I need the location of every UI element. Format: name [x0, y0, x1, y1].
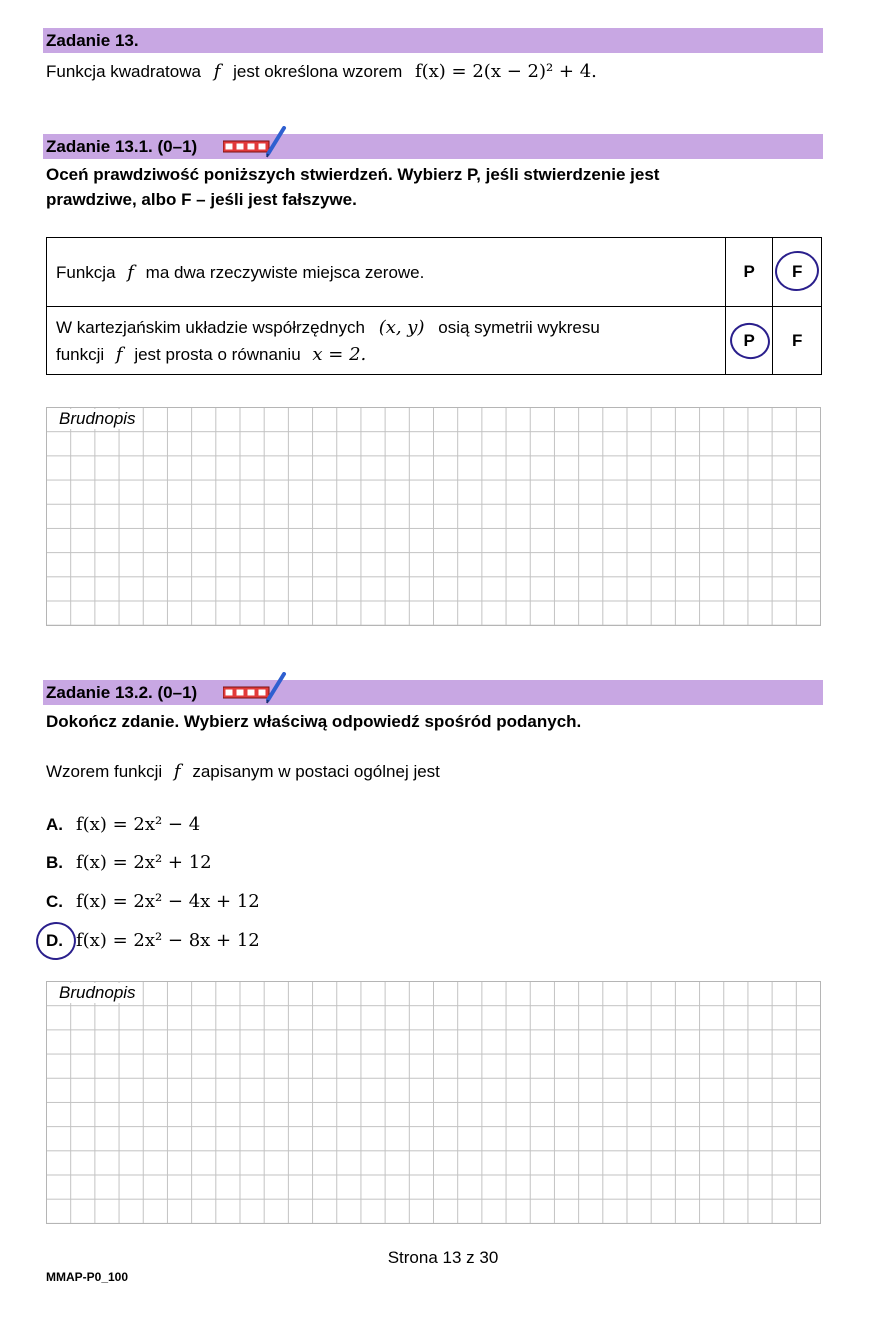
statement-2-text-d: jest prosta o równaniu [134, 344, 301, 364]
option-p-label: P [743, 262, 755, 281]
answer-option-a[interactable] [46, 810, 200, 840]
task13-intro-f: f [213, 61, 221, 82]
option-f-row-2[interactable] [773, 307, 822, 375]
answer-option-b[interactable] [46, 848, 212, 878]
statement-2-line2 [56, 341, 725, 368]
answer-option-d[interactable] [46, 926, 260, 956]
task13-title: Zadanie 13. [46, 31, 139, 50]
statement-row-2 [47, 307, 822, 375]
pen-icon [265, 126, 287, 165]
scratchpad-2-label: Brudnopis [59, 983, 136, 1002]
option-f-row-1[interactable] [773, 238, 822, 307]
statement-1 [47, 238, 726, 307]
statement-1-f: f [127, 261, 134, 283]
statement-2-f: f [115, 343, 123, 365]
answer-circle-mark [773, 248, 822, 294]
task13-intro [46, 58, 597, 86]
task13-2-title: Zadanie 13.2. (0–1) [46, 683, 198, 702]
task13-1-header [43, 134, 823, 159]
statement-2-text-a: W kartezjańskim układzie współrzędnych [56, 317, 365, 337]
task13-header [43, 28, 823, 53]
stem-text-a: Wzorem funkcji [46, 762, 163, 781]
option-f-label: F [792, 330, 803, 350]
option-formula: f(x) = 2x² − 4x + 12 [76, 891, 260, 912]
option-p-label: P [743, 330, 755, 350]
task13-formula: f(x) = 2(x − 2)² + 4. [414, 61, 597, 82]
option-formula: f(x) = 2x² − 8x + 12 [76, 930, 260, 951]
stem-text-b: zapisanym w postaci ogólnej jest [192, 762, 440, 781]
option-f-label: F [792, 262, 803, 281]
statement-1-text-b: ma dwa rzeczywiste miejsca zerowe. [145, 262, 425, 282]
answer-option-c[interactable] [46, 887, 260, 917]
task13-1-title: Zadanie 13.1. (0–1) [46, 137, 198, 156]
option-formula: f(x) = 2x² + 12 [76, 852, 212, 873]
task13-2-instruction: Dokończ zdanie. Wybierz właściwą odpowiedź spośród podanych. [46, 712, 582, 731]
statement-2-text-b: osią symetrii wykresu [438, 317, 600, 337]
page-number: Strona 13 z 30 [387, 1248, 499, 1267]
task13-2-stem [46, 758, 440, 786]
statement-2 [47, 307, 726, 375]
task13-intro-mid: jest określona wzorem [233, 62, 403, 81]
statement-2-line1 [56, 314, 725, 341]
task13-1-instruction [46, 162, 659, 212]
scratchpad-1-label: Brudnopis [59, 409, 136, 428]
statement-2-eq: x = 2. [312, 343, 367, 365]
option-p-row-2[interactable] [725, 307, 773, 375]
scratchpad-1[interactable] [46, 407, 821, 626]
statement-2-coords: (x, y) [378, 316, 425, 338]
statement-2-text-c: funkcji [56, 344, 105, 364]
option-formula: f(x) = 2x² − 4 [76, 814, 201, 835]
statement-1-text-a: Funkcja [56, 262, 116, 282]
task13-intro-text: Funkcja kwadratowa [46, 62, 201, 81]
true-false-table [46, 237, 822, 375]
stem-f: f [173, 761, 181, 782]
pen-icon [265, 672, 287, 711]
statement-row-1 [47, 238, 822, 307]
option-letter: C. [46, 892, 63, 911]
answer-circle-mark [727, 320, 773, 362]
exam-code: MMAP-P0_100 [46, 1270, 129, 1284]
scratchpad-2[interactable] [46, 981, 821, 1224]
task13-1-instruction-line1: Oceń prawdziwość poniższych stwierdzeń. Wybierz P, jeśli stwierdzenie jest [46, 165, 660, 184]
task13-1-instruction-line2: prawdziwe, albo F – jeśli jest fałszywe. [46, 190, 357, 209]
task13-2-header [43, 680, 823, 705]
option-letter: B. [46, 853, 63, 872]
option-p-row-1[interactable] [725, 238, 773, 307]
option-letter: D. [46, 931, 63, 950]
option-letter: A. [46, 815, 63, 834]
